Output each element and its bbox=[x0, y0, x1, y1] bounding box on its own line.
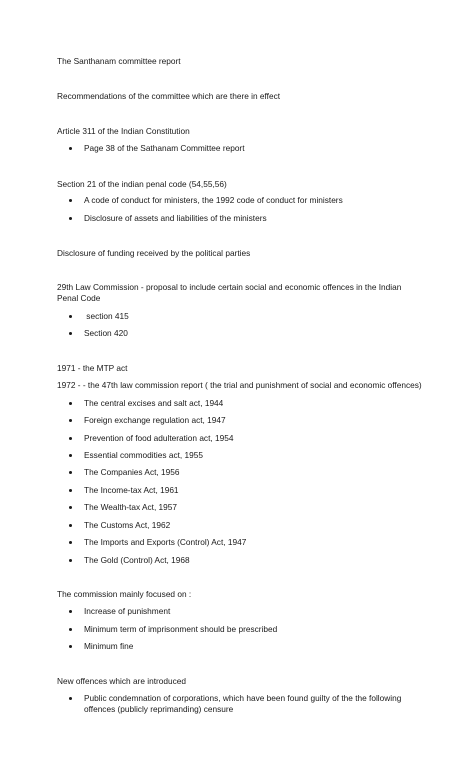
bullet-icon bbox=[69, 217, 72, 220]
bullet-icon bbox=[69, 489, 72, 492]
bullet-icon bbox=[69, 454, 72, 457]
bullet-icon bbox=[69, 419, 72, 422]
bullet-icon bbox=[69, 332, 72, 335]
bullet-icon bbox=[69, 199, 72, 202]
bullet-icon bbox=[69, 697, 72, 700]
bullet-icon bbox=[69, 628, 72, 631]
recommendations-heading: Recommendations of the committee which are there in effect bbox=[57, 91, 281, 101]
new-offences-heading: New offences which are introduced bbox=[57, 676, 186, 686]
bullet-icon bbox=[69, 315, 72, 318]
focus-heading: The commission mainly focused on : bbox=[57, 589, 192, 599]
bullet-icon bbox=[69, 147, 72, 150]
section21-heading: Section 21 of the indian penal code (54,55,56) bbox=[57, 179, 227, 189]
bullet-icon bbox=[69, 559, 72, 562]
document-page: The Santhanam committee report Recommendations of the committee which are there in effect Article 311 of the Indian Constitution Page 38 of the Sathanam Committee report Section 21 of the indian penal code (54,55,56) A code of conduct for ministers, the 1992 code of conduct for ministers Disclosure of assets and liabilities of the ministers Disclosure of funding received by the political parties 29th Law Commission - proposal to include certain social and economic offences in the Indian Penal Code section 415 Section 420 1971 - the MTP act 1972 - - the 47th law commission report ( the trial and punishment of social and economic offences) The central excises and salt act, 1944 Foreign exchange regulation act, 1947 Prevention of food adulteration act, 1954 Essential commodities act, 1955 The Companies Act, 1956 The Income-tax Act, 1961 The Wealth-tax Act, 1957 The Customs Act, 1962 The Imports and Exports (Control) Act, 1947 The Gold (Control) Act, 1968 The commission mainly focused on : Increase of punishment Minimum term of imprisonment should be prescribed Minimum fine New offences which are introduced Public condemnation of corporations, which have been found guilty of the the following offences (publicly reprimanding) censure bbox=[57, 56, 422, 714]
bullet-icon bbox=[69, 645, 72, 648]
article-heading: Article 311 of the Indian Constitution bbox=[57, 126, 190, 136]
funding-heading: Disclosure of funding received by the political parties bbox=[57, 248, 251, 258]
bullet-icon bbox=[69, 506, 72, 509]
bullet-icon bbox=[69, 402, 72, 405]
bullet-icon bbox=[69, 437, 72, 440]
law47-heading: 1972 - - the 47th law commission report ( the trial and punishment of social and economic offences) bbox=[57, 380, 422, 390]
bullet-icon bbox=[69, 610, 72, 613]
document-title: The Santhanam committee report bbox=[57, 56, 181, 66]
bullet-icon bbox=[69, 524, 72, 527]
bullet-icon bbox=[69, 471, 72, 474]
mtp-heading: 1971 - the MTP act bbox=[57, 363, 128, 373]
law29-heading: 29th Law Commission - proposal to include certain social and economic offences in the Indian Penal Code bbox=[57, 282, 402, 303]
bullet-icon bbox=[69, 541, 72, 544]
